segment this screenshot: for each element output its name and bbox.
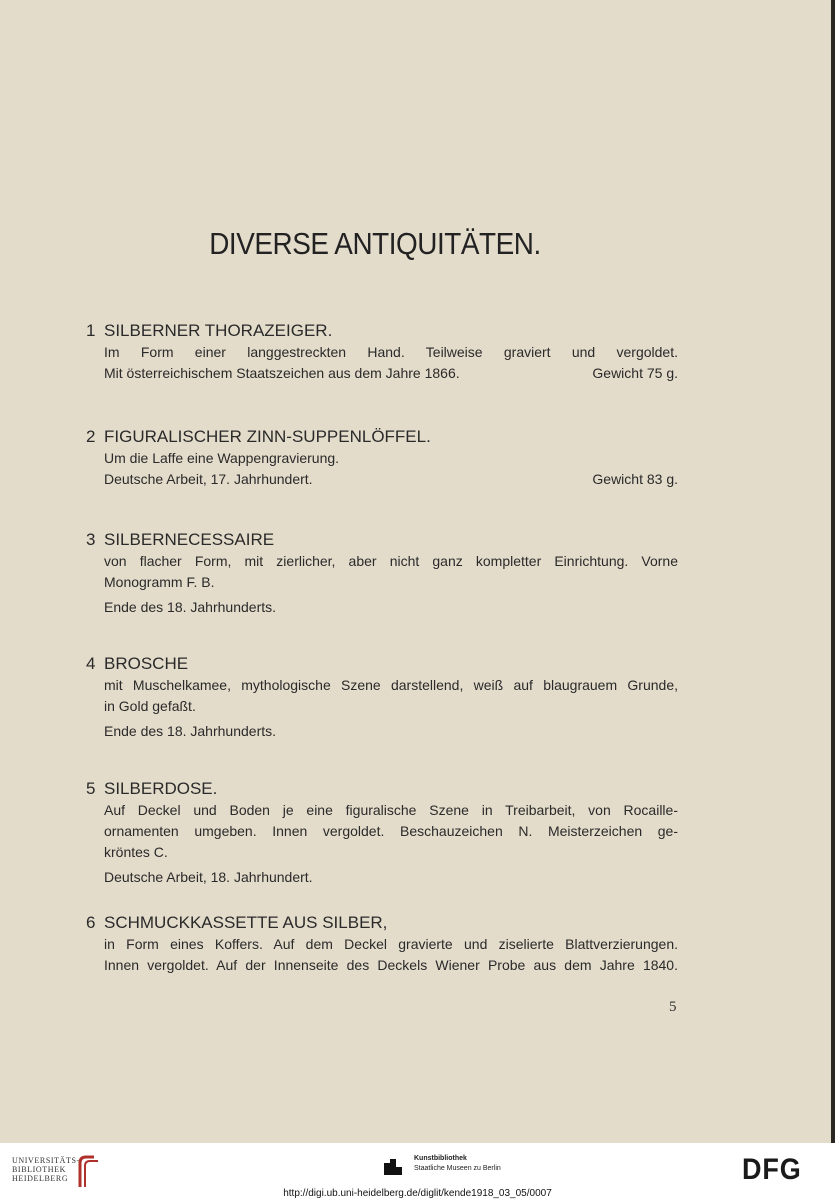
- catalog-item-2: [86, 426, 678, 490]
- item-heading: SILBERNER THORAZEIGER.: [104, 321, 333, 340]
- item-description-line: Monogramm F. B.: [104, 574, 215, 590]
- item-weight: Gewicht 75 g.: [592, 365, 678, 381]
- dfg-logo: DFG: [742, 1153, 802, 1186]
- catalog-item-4: [86, 653, 678, 742]
- catalog-item-1: [86, 320, 678, 384]
- item-origin: Deutsche Arbeit, 17. Jahrhundert.: [104, 471, 313, 487]
- item-number: 2: [86, 427, 96, 446]
- item-description-line: Auf Deckel und Boden je eine figuralische Szene in Treibarbeit, von Rocaille-: [104, 802, 678, 818]
- item-date: Deutsche Arbeit, 18. Jahrhundert.: [104, 869, 313, 885]
- catalog-item-3: [86, 529, 678, 618]
- page-number: 5: [669, 999, 677, 1015]
- item-heading: SCHMUCKKASSETTE AUS SILBER,: [104, 913, 388, 932]
- footer-bar: [0, 1143, 835, 1202]
- item-description-line: kröntes C.: [104, 844, 168, 860]
- item-weight: Gewicht 83 g.: [592, 471, 678, 487]
- kunstbibliothek-logo-icon: [382, 1157, 408, 1182]
- university-library-name: UNIVERSITÄTS- BIBLIOTHEK HEIDELBERG: [12, 1156, 80, 1183]
- item-description-line: Im Form einer langgestreckten Hand. Teilweise graviert und vergoldet.: [104, 344, 678, 360]
- item-date: Ende des 18. Jahrhunderts.: [104, 599, 277, 615]
- item-description-line: in Form eines Koffers. Auf dem Deckel gravierte und ziselierte Blattverzierungen.: [104, 936, 678, 952]
- item-number: 3: [86, 530, 96, 549]
- item-description-line: in Gold gefaßt.: [104, 698, 196, 714]
- item-heading: SILBERNECESSAIRE: [104, 530, 275, 549]
- item-description-line: mit Muschelkamee, mythologische Szene darstellend, weiß auf blaugrauem Grunde,: [104, 677, 678, 693]
- item-description-line: von flacher Form, mit zierlicher, aber nicht ganz kompletter Einrichtung. Vorne: [104, 553, 678, 569]
- page-title: DIVERSE ANTIQUITÄTEN.: [209, 226, 541, 261]
- catalog-item-6: [86, 912, 678, 976]
- catalog-item-5: [86, 778, 678, 888]
- item-description-line: ornamenten umgeben. Innen vergoldet. Beschauzeichen N. Meisterzeichen ge-: [104, 823, 678, 839]
- kunstbibliothek-label: Kunstbibliothek Staatliche Museen zu Berlin: [414, 1155, 501, 1172]
- item-date: Ende des 18. Jahrhunderts.: [104, 723, 277, 739]
- item-description-line: Um die Laffe eine Wappengravierung.: [104, 450, 340, 466]
- item-heading: BROSCHE: [104, 654, 189, 673]
- item-origin: Mit österreichischem Staatszeichen aus dem Jahre 1866.: [104, 365, 460, 381]
- item-description-line: Innen vergoldet. Auf der Innenseite des Deckels Wiener Probe aus dem Jahre 1840.: [104, 957, 678, 973]
- item-heading: SILBERDOSE.: [104, 779, 218, 798]
- item-number: 5: [86, 779, 96, 798]
- item-number: 1: [86, 321, 96, 340]
- item-number: 6: [86, 913, 96, 932]
- item-number: 4: [86, 654, 96, 673]
- source-url-link[interactable]: http://digi.ub.uni-heidelberg.de/diglit/kende1918_03_05/0007: [283, 1188, 552, 1199]
- item-heading: FIGURALISCHER ZINN-SUPPENLÖFFEL.: [104, 427, 431, 446]
